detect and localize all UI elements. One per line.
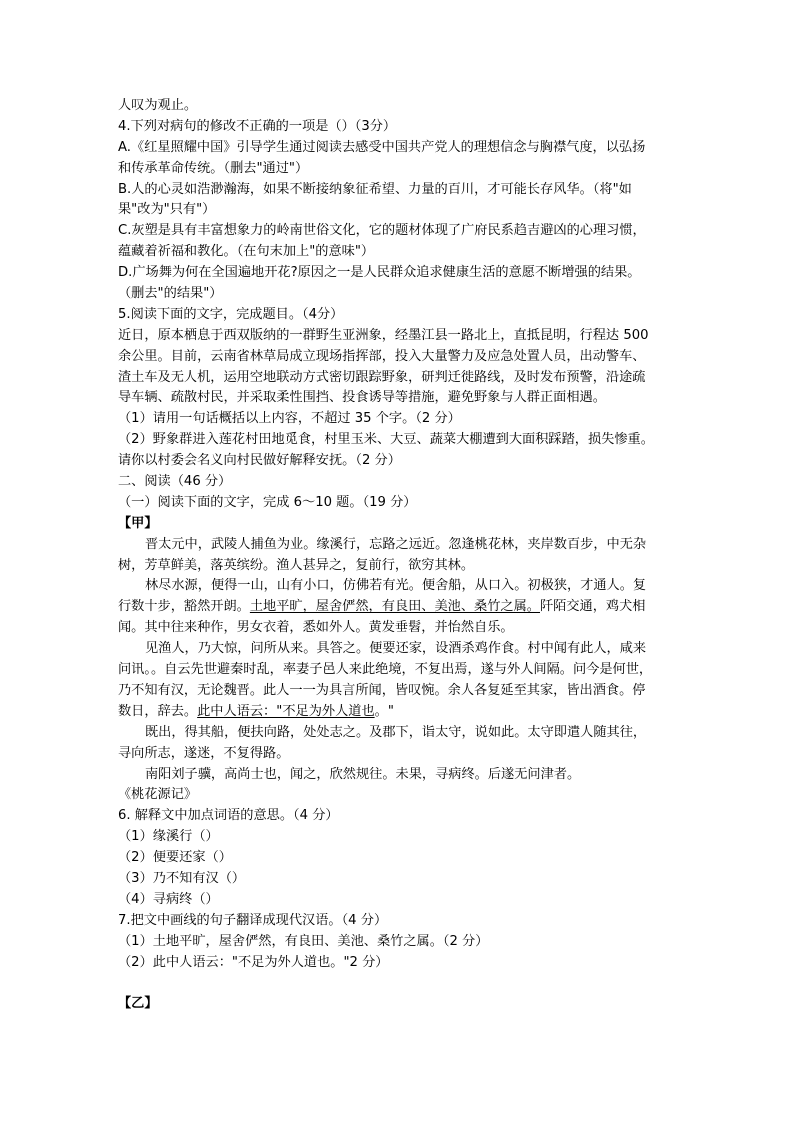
option-d-line-1: D.广场舞为何在全国遍地开花?原因之一是人民群众追求健康生活的意愿不断增强的结果。	[118, 265, 641, 281]
option-c-line-1: C.灰塑是具有丰富想象力的岭南世俗文化，它的题材体现了广府民系趋吉避凶的心理习惯，	[118, 223, 646, 239]
question-4-stem: 4.下列对病句的修改不正确的一项是（）（3分）	[118, 118, 397, 134]
passage-line: 树，芳草鲜美，落英缤纷。渔人甚异之，复前行，欲穷其林。	[118, 557, 475, 573]
option-a-line-1: A.《红星照耀中国》引导学生通过阅读去感受中国共产党人的理想信念与胸襟气度，以弘扬	[118, 139, 646, 155]
option-c-line-2: 蕴藏着祈福和教化。（在句末加上"的意味"）	[118, 244, 375, 260]
question-6-item: （4）寻病终（）	[118, 891, 219, 907]
passage-text: 数日，辞去。	[118, 703, 198, 719]
question-6-item: （3）乃不知有汉（）	[118, 870, 246, 886]
question-7-item: （2）此中人语云："不足为外人道也。"2 分）	[118, 954, 389, 970]
question-5-stem: 5.阅读下面的文字，完成题目。（4分）	[118, 306, 344, 322]
question-5-passage-line: 余公里。目前，云南省林草局成立现场指挥部，投入大量警力及应急处置人员，出动警车、	[118, 348, 646, 364]
text-line: 人叹为观止。	[118, 98, 198, 113]
passage-line: 闻。其中往来种作，男女衣着，悉如外人。黄发垂髫，并怡然自乐。	[118, 620, 514, 636]
option-d-line-2: （删去"的结果"）	[118, 286, 223, 302]
passage-text: 。"	[374, 703, 394, 719]
passage-line: 晋太元中，武陵人捕鱼为业。缘溪行，忘路之远近。忽逢桃花林，夹岸数百步，中无杂	[145, 536, 647, 552]
passage-line: 林尽水源，便得一山，山有小口，仿佛若有光。便舍船，从口入。初极狭，才通人。复	[145, 578, 647, 594]
passage-line: 见渔人，乃大惊，问所从来。具答之。便要还家，设酒杀鸡作食。村中闻有此人，咸来	[145, 641, 647, 657]
question-5-sub-2-cont: 请你以村委会名义向村民做好解释安抚。（2 分）	[118, 453, 401, 469]
question-7-item: （1）土地平旷，屋舍俨然，有良田、美池、桑竹之属。（2 分）	[118, 933, 489, 949]
passage-line: 寻向所志，遂迷，不复得路。	[118, 745, 290, 761]
passage-line: 乃不知有汉，无论魏晋。此人一一为具言所闻，皆叹惋。余人各复延至其家，皆出酒食。停	[118, 682, 646, 698]
underlined-sentence-2: 此中人语云："不足为外人道也	[197, 703, 375, 719]
question-5-sub-2: （2）野象群进入莲花村田地觅食，村里玉米、大豆、蔬菜大棚遭到大面积踩踏，损失惨重。	[118, 432, 654, 448]
subsection-1-heading: （一）阅读下面的文字，完成 6～10 题。（19 分）	[118, 494, 417, 510]
question-5-passage-line: 近日，原本栖息于西双版纳的一群野生亚洲象，经墨江县一路北上，直抵昆明，行程达 500	[118, 327, 649, 343]
passage-yi-label: 【乙】	[118, 996, 158, 1012]
question-5-sub-1: （1）请用一句话概括以上内容，不超过 35 个字。（2 分）	[118, 411, 461, 427]
option-a-line-2: 和传承革命传统。（删去"通过"）	[118, 160, 309, 176]
blank-line	[118, 973, 690, 994]
question-7-stem: 7.把文中画线的句子翻译成现代汉语。（4 分）	[118, 912, 388, 928]
question-6-stem: 6. 解释文中加点词语的意思。（4 分）	[118, 808, 339, 824]
question-5-passage-line: 渣土车及无人机，运用空地联动方式密切跟踪野象，研判迁徙路线，及时发布预警，沿途疏	[118, 369, 646, 385]
passage-source: 《桃花源记》	[118, 787, 198, 803]
option-b-line-2: 果"改为"只有"）	[118, 202, 216, 218]
passage-text: 行数十步，豁然开朗。	[118, 599, 250, 615]
passage-line: 南阳刘子骥，高尚士也，闻之，欣然规往。未果，寻病终。后遂无问津者。	[145, 766, 581, 782]
underlined-sentence-1: 土地平旷，屋舍俨然，有良田、美池、桑竹之属。	[249, 599, 540, 615]
option-b-line-1: B.人的心灵如浩渺瀚海，如果不断接纳象征希望、力量的百川，才可能长存风华。（将"如	[118, 181, 632, 197]
question-5-passage-line: 导车辆、疏散村民，并采取柔性围挡、投食诱导等措施，避免野象与人群正面相遇。	[118, 390, 606, 406]
passage-text: 阡陌交通，鸡犬相	[540, 599, 646, 615]
section-2-heading: 二、阅读（46 分）	[118, 474, 232, 490]
passage-line	[118, 597, 690, 618]
question-6-item: （1）缘溪行（）	[118, 829, 219, 845]
passage-jia-label: 【甲】	[118, 515, 158, 531]
passage-line	[118, 702, 690, 723]
passage-line: 既出，得其船，便扶向路，处处志之。及郡下，诣太守，说如此。太守即遣人随其往，	[145, 724, 647, 740]
document-content	[118, 96, 690, 1015]
question-6-item: （2）便要还家（）	[118, 850, 232, 866]
passage-line: 问讯。。自云先世避秦时乱，率妻子邑人来此绝境，不复出焉，遂与外人间隔。问今是何世，	[118, 662, 653, 678]
